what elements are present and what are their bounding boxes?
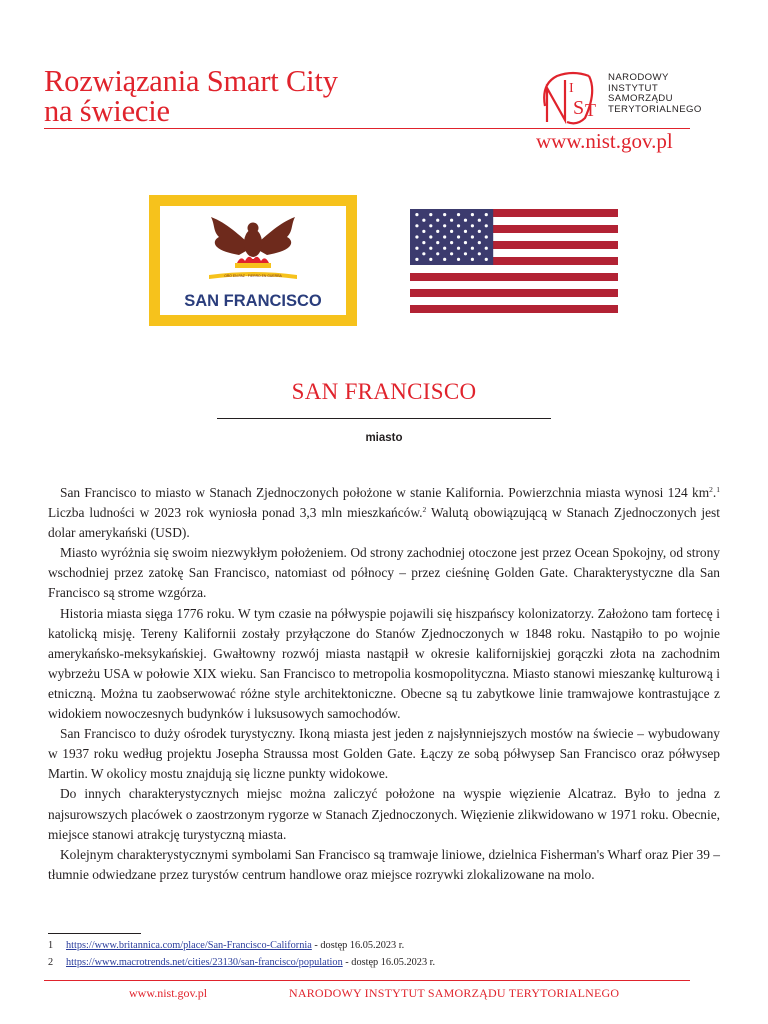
- footnote-item: 2 https://www.macrotrends.net/cities/23130/san-francisco/population - dostęp 16.05.2023 r.: [48, 954, 728, 971]
- footnote-ref[interactable]: 2: [422, 505, 427, 515]
- logo-line: TERYTORIALNEGO: [608, 103, 702, 115]
- footnote-link[interactable]: https://www.macrotrends.net/cities/23130/san-francisco/population: [66, 957, 343, 968]
- footnote-item: 1 https://www.britannica.com/place/San-Francisco-California - dostęp 16.05.2023 r.: [48, 937, 728, 954]
- footnotes: [48, 937, 728, 971]
- footnote-number: 1: [48, 940, 54, 951]
- article-title: SAN FRANCISCO: [291, 379, 477, 404]
- sf-flag-caption: SAN FRANCISCO: [184, 292, 322, 310]
- paragraph: San Francisco to miasto w Stanach Zjednoczonych położone w stanie Kalifornia. Powierzchnia miasta wynosi 124 $km^2.^1$ Liczba ludności w 2023 rok wyniosła ponad 3,3 mln mieszkańców.$^2$ Walutą obowiązującą w Stanach Zjednoczonych jest dolar amerykański (USD).: [48, 485, 720, 541]
- article-subtitle: miasto: [365, 432, 403, 444]
- footer-website-link[interactable]: www.nist.gov.pl: [129, 986, 208, 1000]
- paragraph: Kolejnym charakterystycznymi symbolami San Francisco są tramwaje liniowe, dzielnica Fisherman's Wharf oraz Pier 39 – tłumnie odwiedzane przez turystów centrum handlowe oraz miejsce rozrywki zlokalizowane na molo.: [48, 846, 720, 882]
- header-title-line2: na świecie: [44, 94, 170, 128]
- paragraph: Do innych charakterystycznych miejsc można zaliczyć położone na wyspie więzienie Alcatraz. Było to jedna z najsurowszych placówek o zaostrzonym rygorze w Stanach Zjednoczonych. Więzienie zlikwidowano w 1971 roku. Obecnie, miejsce stanowi atrakcję turystyczną miasta.: [48, 786, 720, 842]
- logo-line: NARODOWY: [608, 72, 669, 83]
- footnote-divider: [48, 933, 141, 934]
- sf-flag-motto: ORO EN PAZ · FIERRO EN GUERRA: [224, 274, 282, 278]
- footnote-ref[interactable]: 1: [716, 485, 720, 494]
- logo-line: INSTYTUT: [608, 82, 659, 94]
- footer-institute-name: NARODOWY INSTYTUT SAMORZĄDU TERYTORIALNEGO: [289, 986, 620, 1000]
- usa-flag-icon: [410, 209, 618, 313]
- header-title: [44, 66, 338, 126]
- paragraph: San Francisco to duży ośrodek turystyczny. Ikoną miasta jest jeden z najsłynniejszych mostów na świecie – wybudowany w 1937 roku według projektu Josepha Straussa most Golden Gate. Łączy ze sobą półwysep San Francisco oraz półwysep Martin. W okolicy mostu znajdują się liczne punkty widokowe.: [48, 726, 720, 782]
- footer-divider: [44, 980, 690, 981]
- header-title-line1: Rozwiązania Smart City: [44, 64, 338, 98]
- footnote-number: 2: [48, 957, 54, 968]
- svg-text:I: I: [569, 81, 574, 96]
- logo-line: SAMORZĄDU: [608, 93, 673, 104]
- title-divider: [217, 418, 551, 419]
- svg-text:S: S: [573, 97, 585, 119]
- header-website-link[interactable]: www.nist.gov.pl: [536, 129, 673, 153]
- paragraph: Miasto wyróżnia się swoim niezwykłym położeniem. Od strony zachodniej otoczone jest przez Ocean Spokojny, od strony wschodniej przez zatokę San Francisco, natomiast od północy – przez cieśninę Golden Gate. Charakterystyczne dla San Francisco są strome wzgórza.: [48, 545, 720, 601]
- paragraph: Historia miasta sięga 1776 roku. W tym czasie na półwyspie pojawili się hiszpańscy kolonizatorzy. Założono tam fortecę i katolicką misję. Tereny Kalifornii zostały przyłączone do Stanów Zjednoczonych w 1848 roku. Nastąpiło to po wojnie amerykańsko-meksykańskiej. Gwałtowny rozwój miasta nastąpił w okresie kalifornijskiej gorączki złota na zachodnim wybrzeżu USA w połowie XIX wieku. San Francisco to metropolia kosmopolityczna. Miasto stanowi mieszankę kulturową i etniczną. Można tu zaobserwować różne style architektoniczne. Obecne są tu zabytkowe linie tramwajowe kontrastujące z widokiem nowoczesnych budynków i luksusowych samochodów.: [48, 605, 720, 722]
- svg-text:T: T: [585, 100, 596, 120]
- article-body: [48, 483, 720, 885]
- san-francisco-flag-icon: [149, 195, 357, 326]
- logo-institute-name: [608, 73, 702, 115]
- footnote-link[interactable]: https://www.britannica.com/place/San-Francisco-California: [66, 940, 312, 951]
